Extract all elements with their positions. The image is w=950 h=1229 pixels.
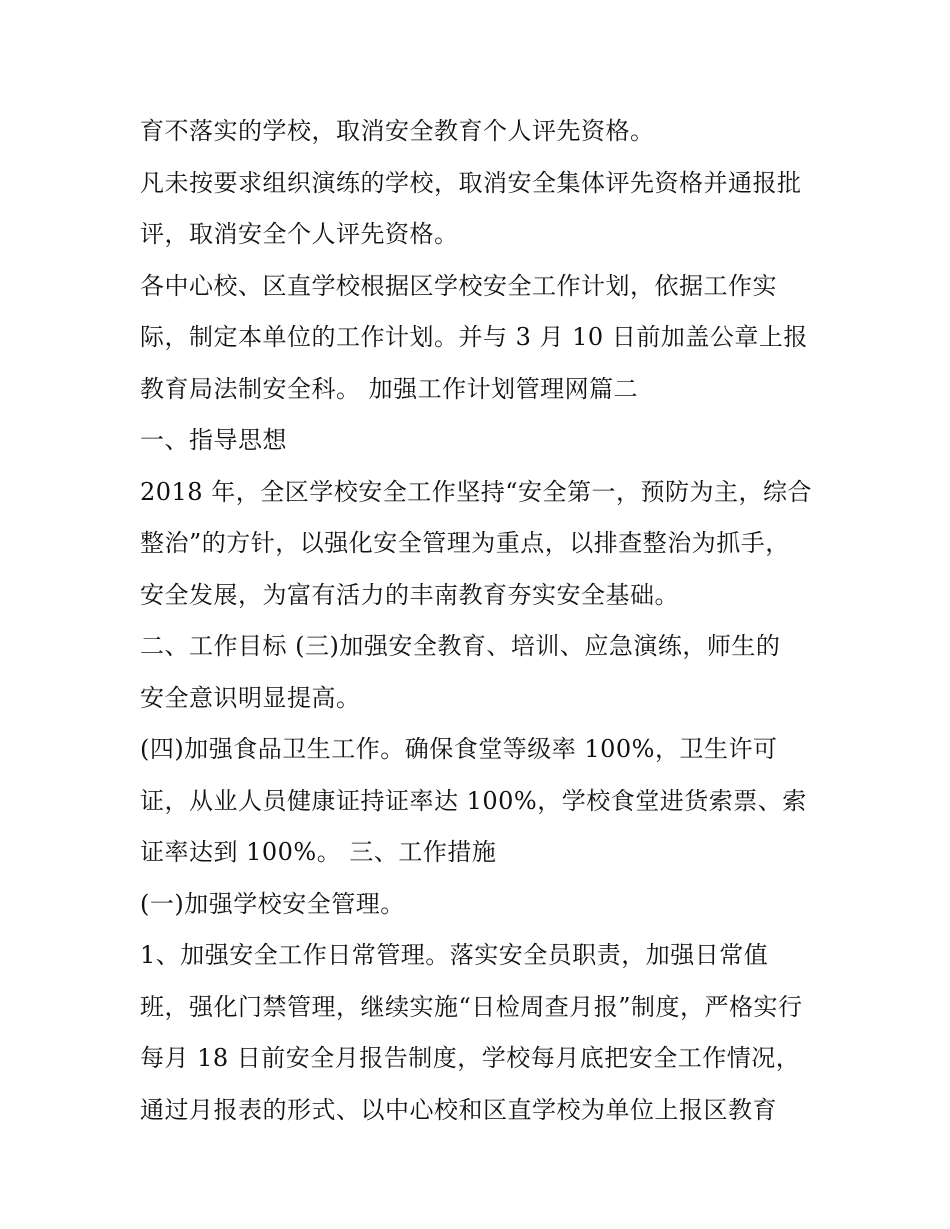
text-line: 班，强化门禁管理，继续实施“日检周查月报”制度，严格实行 — [140, 992, 803, 1021]
text-line: 二、工作目标 (三)加强安全教育、培训、应急演练，师生的 — [140, 632, 781, 660]
text-line: 凡未按要求组织演练的学校，取消安全集体评先资格并通报批 — [140, 168, 802, 197]
text-line: 安全发展，为富有活力的丰南教育夯实安全基础。 — [140, 580, 679, 609]
text-line: 1、加强安全工作日常管理。落实安全员职责，加强日常值 — [140, 941, 769, 969]
text-line: 安全意识明显提高。 — [140, 683, 361, 712]
section-heading: 一、指导思想 — [140, 426, 287, 454]
text-line: 通过月报表的形式、以中心校和区直学校为单位上报区教育 — [140, 1095, 777, 1124]
text-line: 整治”的方针，以强化安全管理为重点，以排查整治为抓手， — [140, 529, 790, 557]
text-line: 各中心校、区直学校根据区学校安全工作计划，依据工作实 — [140, 271, 777, 300]
subsection-heading: (一)加强学校安全管理。 — [140, 889, 405, 918]
document-body — [140, 106, 840, 1136]
text-line: 评，取消安全个人评先资格。 — [140, 220, 459, 248]
text-line: 证率达到 100%。 三、工作措施 — [140, 838, 497, 866]
text-line: (四)加强食品卫生工作。确保食堂等级率 100%，卫生许可 — [140, 735, 778, 763]
text-line: 育不落实的学校，取消安全教育个人评先资格。 — [140, 117, 655, 145]
text-line: 教育局法制安全科。 加强工作计划管理网篇二 — [140, 374, 639, 403]
text-line: 每月 18 日前安全月报告制度，学校每月底把安全工作情况， — [140, 1044, 801, 1072]
text-line: 证，从业人员健康证持证率达 100%，学校食堂进货索票、索 — [140, 786, 807, 815]
text-line: 际，制定本单位的工作计划。并与 3 月 10 日前加盖公章上报 — [140, 323, 808, 351]
text-line: 2018 年，全区学校安全工作坚持“安全第一，预防为主，综合 — [140, 477, 812, 506]
